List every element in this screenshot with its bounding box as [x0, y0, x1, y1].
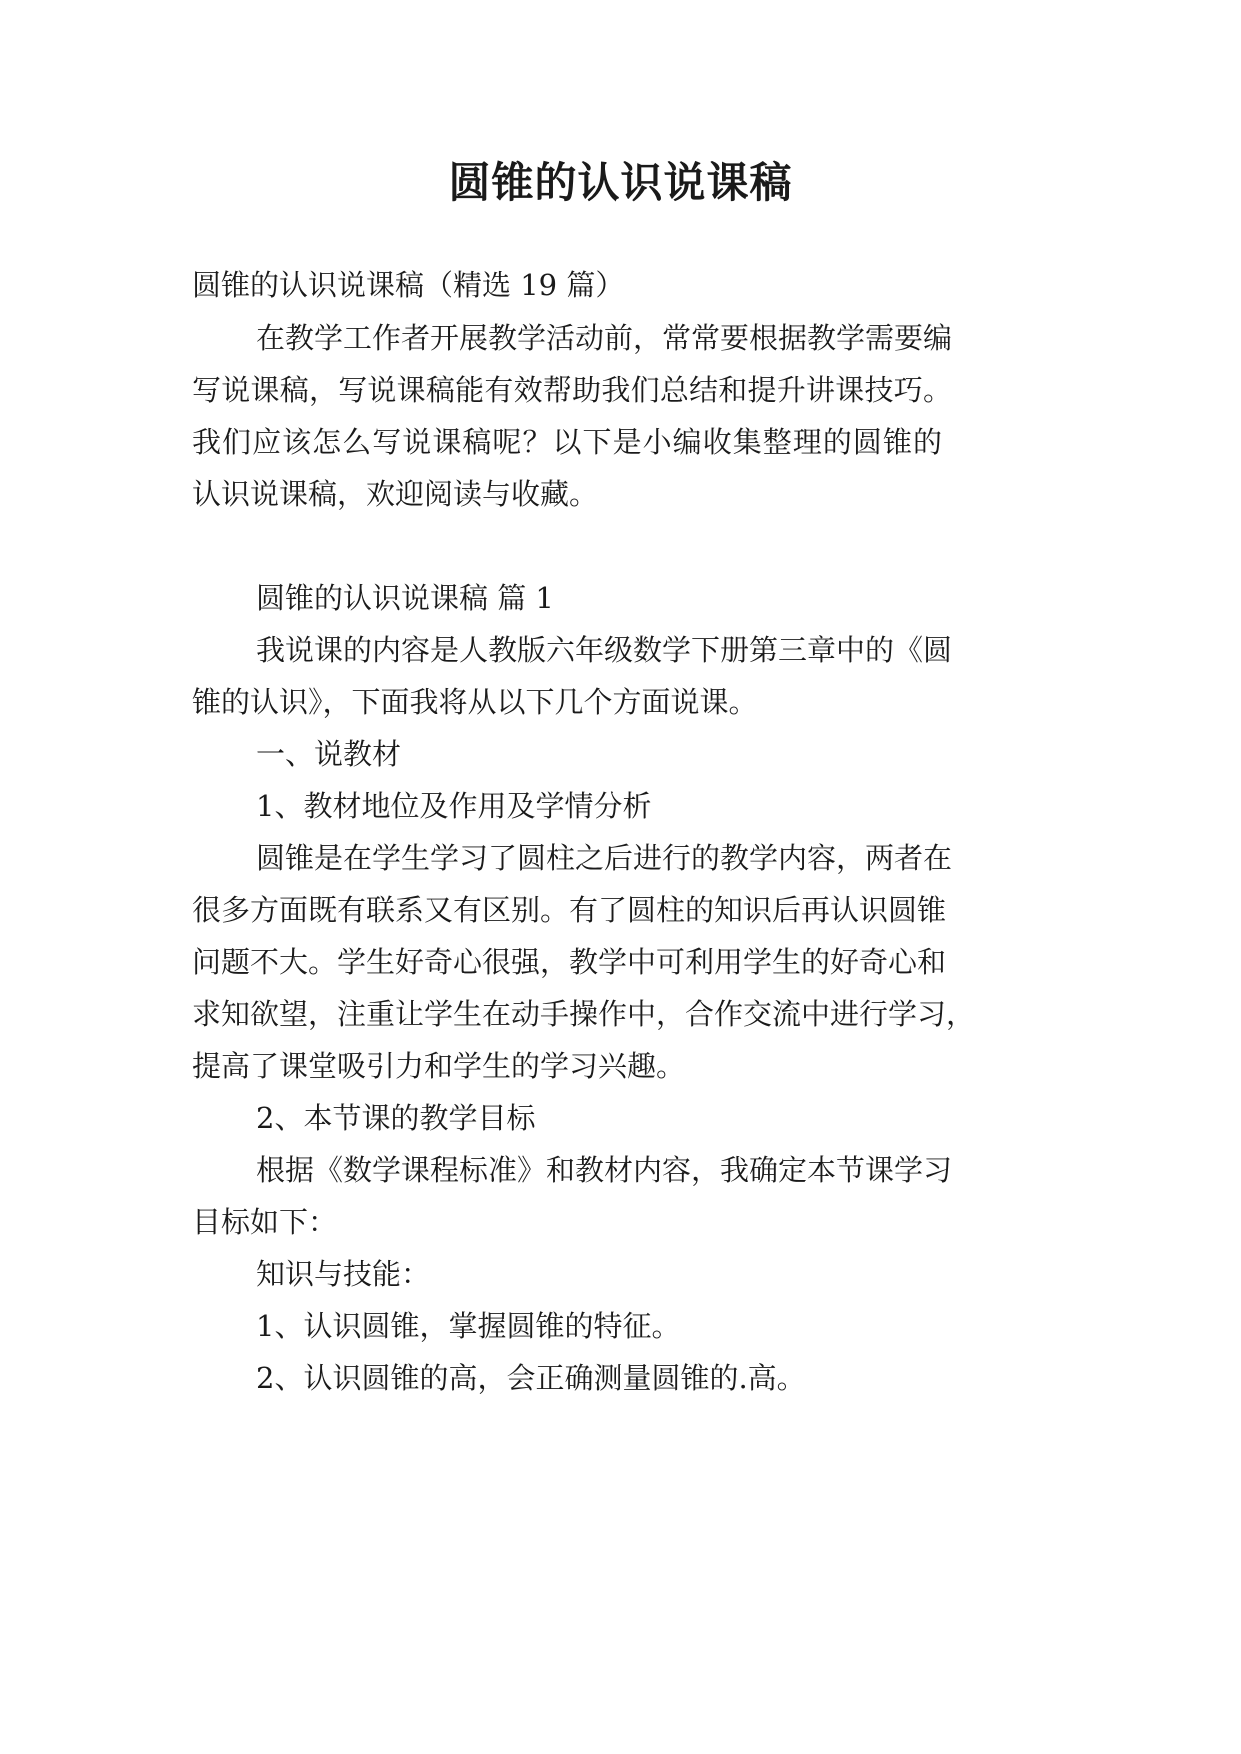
body-line: 2、本节课的教学目标 — [256, 1101, 536, 1135]
body-line: 目标如下： — [192, 1205, 338, 1239]
intro-line: 我们应该怎么写说课稿呢？以下是小编收集整理的圆锥的 — [192, 425, 942, 459]
body-line: 提高了课堂吸引力和学生的学习兴趣。 — [192, 1049, 686, 1083]
body-line: 知识与技能： — [256, 1257, 431, 1291]
intro-line: 写说课稿，写说课稿能有效帮助我们总结和提升讲课技巧。 — [192, 373, 952, 407]
body-line: 求知欲望，注重让学生在动手操作中，合作交流中进行学习， — [192, 997, 976, 1031]
intro-line: 认识说课稿，欢迎阅读与收藏。 — [192, 477, 599, 511]
intro-line: 在教学工作者开展教学活动前，常常要根据教学需要编 — [256, 321, 953, 355]
body-line: 1、教材地位及作用及学情分析 — [256, 789, 652, 823]
body-line: 很多方面既有联系又有区别。有了圆柱的知识后再认识圆锥 — [192, 893, 947, 927]
body-line: 一、说教材 — [256, 737, 402, 771]
body-line: 问题不大。学生好奇心很强，教学中可利用学生的好奇心和 — [192, 945, 947, 979]
body-line: 1、认识圆锥，掌握圆锥的特征。 — [256, 1309, 681, 1343]
document-title: 圆锥的认识说课稿 — [448, 158, 793, 207]
document-subtitle: 圆锥的认识说课稿（精选 19 篇） — [192, 268, 625, 302]
body-line: 2、认识圆锥的高，会正确测量圆锥的.高。 — [256, 1361, 806, 1395]
section-heading: 圆锥的认识说课稿 篇 1 — [256, 581, 554, 615]
body-line: 锥的认识》，下面我将从以下几个方面说课。 — [192, 685, 758, 719]
body-line: 我说课的内容是人教版六年级数学下册第三章中的《圆 — [256, 633, 953, 667]
body-line: 圆锥是在学生学习了圆柱之后进行的教学内容，两者在 — [256, 841, 953, 875]
body-line: 根据《数学课程标准》和教材内容，我确定本节课学习 — [256, 1153, 953, 1187]
